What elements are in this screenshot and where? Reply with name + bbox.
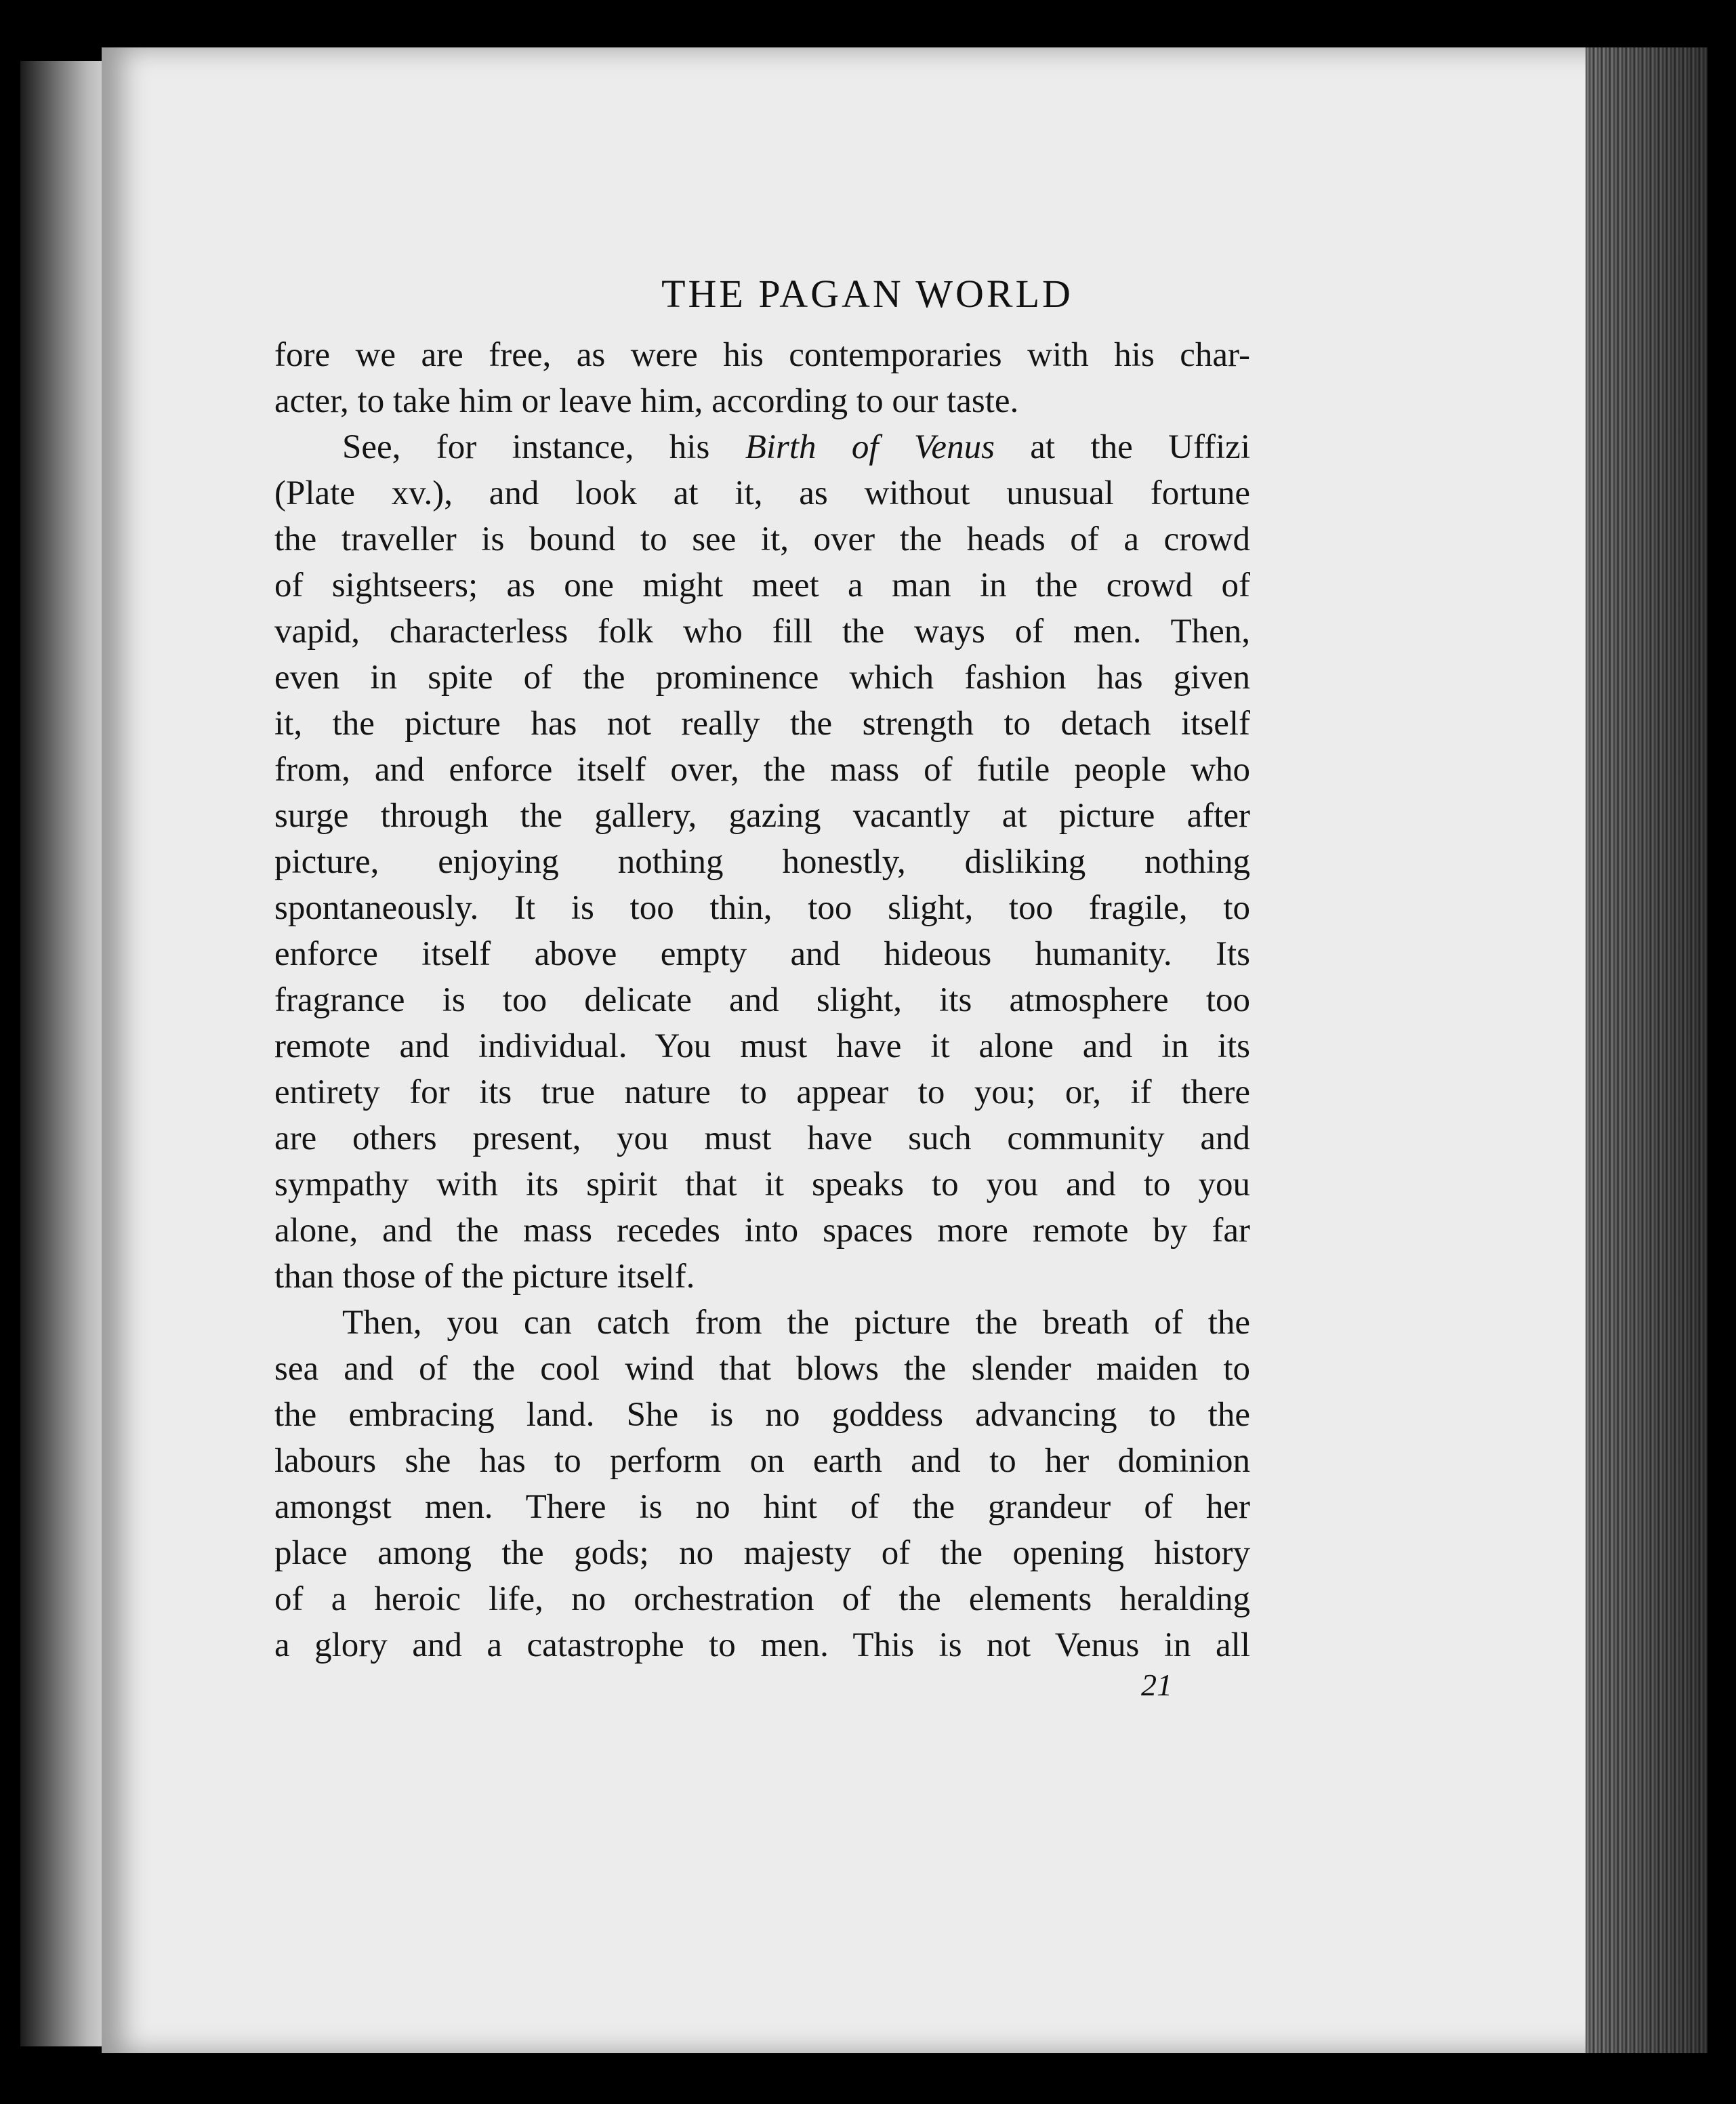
- text-line: [274, 608, 1250, 655]
- text-run: See, for instance, his: [342, 428, 745, 466]
- text-run: remote and individual. You must have it alone and in its: [274, 1027, 1250, 1065]
- text-run: labours she has to perform on earth and to her dominion: [274, 1442, 1250, 1480]
- text-run: enforce itself above empty and hideous humanity. Its: [274, 935, 1250, 973]
- text-line: [274, 1576, 1250, 1622]
- text-run: entirety for its true nature to appear to you; or, if there: [274, 1073, 1250, 1111]
- text-line: [274, 1346, 1250, 1392]
- text-run: the embracing land. She is no goddess advancing to the: [274, 1396, 1250, 1434]
- text-run: alone, and the mass recedes into spaces more remote by far: [274, 1212, 1250, 1250]
- text-line: [274, 1069, 1250, 1115]
- text-line: [274, 1622, 1250, 1668]
- text-run: at the Uffizi: [994, 428, 1250, 466]
- text-run: Then, you can catch from the picture the breath of the: [342, 1304, 1250, 1342]
- text-line: [274, 839, 1250, 885]
- text-run: spontaneously. It is too thin, too slight, too fragile, to: [274, 889, 1250, 927]
- text-run: fragrance is too delicate and slight, its atmosphere too: [274, 981, 1250, 1019]
- text-line: [274, 747, 1250, 793]
- text-run: even in spite of the prominence which fashion has given: [274, 659, 1250, 697]
- text-run: surge through the gallery, gazing vacantly at picture after: [274, 797, 1250, 835]
- text-line: [274, 793, 1250, 839]
- text-run: amongst men. There is no hint of the grandeur of her: [274, 1488, 1250, 1526]
- body-text: [274, 332, 1250, 1668]
- text-run: vapid, characterless folk who fill the ways of men. Then,: [274, 613, 1250, 651]
- text-run: (Plate xv.), and look at it, as without unusual fortune: [274, 474, 1250, 512]
- text-line: [274, 562, 1250, 608]
- text-line: [274, 655, 1250, 701]
- left-page-edge: [20, 61, 115, 2046]
- text-line: [274, 1438, 1250, 1484]
- text-line: [274, 378, 1250, 424]
- text-run: it, the picture has not really the strength to detach itself: [274, 705, 1250, 743]
- italic-title: Birth of Venus: [745, 428, 995, 466]
- text-line: [274, 332, 1250, 378]
- page-number: 21: [1141, 1668, 1172, 1702]
- text-line: [274, 1392, 1250, 1438]
- text-line: [274, 885, 1250, 931]
- text-line: [274, 1300, 1250, 1346]
- text-line: [274, 1161, 1250, 1208]
- text-line: [274, 1023, 1250, 1069]
- text-line: [274, 1484, 1250, 1530]
- fore-edge-shadow: [1586, 47, 1708, 2053]
- text-run: fore we are free, as were his contemporaries with his char-: [274, 336, 1250, 374]
- text-run: picture, enjoying nothing honestly, disliking nothing: [274, 843, 1250, 881]
- text-line: [274, 424, 1250, 470]
- text-line: [274, 1254, 1250, 1300]
- text-run: from, and enforce itself over, the mass of futile people who: [274, 751, 1250, 789]
- text-run: of sightseers; as one might meet a man in the crowd of: [274, 566, 1250, 604]
- text-run: place among the gods; no majesty of the opening history: [274, 1534, 1250, 1572]
- text-line: [274, 931, 1250, 977]
- text-run: the traveller is bound to see it, over the heads of a crowd: [274, 520, 1250, 558]
- text-line: [274, 1115, 1250, 1161]
- text-run: sympathy with its spirit that it speaks to you and to you: [274, 1166, 1250, 1203]
- text-run: a glory and a catastrophe to men. This is not Venus in all: [274, 1626, 1250, 1664]
- running-head: THE PAGAN WORLD: [661, 272, 1073, 316]
- text-line: [274, 701, 1250, 747]
- text-line: [274, 1208, 1250, 1254]
- text-run: acter, to take him or leave him, according to our taste.: [274, 382, 1019, 420]
- text-line: [274, 470, 1250, 516]
- text-line: [274, 516, 1250, 562]
- text-line: [274, 1530, 1250, 1576]
- text-run: than those of the picture itself.: [274, 1258, 695, 1296]
- text-line: [274, 977, 1250, 1023]
- text-run: of a heroic life, no orchestration of the elements heralding: [274, 1580, 1250, 1618]
- text-run: are others present, you must have such community and: [274, 1119, 1250, 1157]
- text-run: sea and of the cool wind that blows the slender maiden to: [274, 1350, 1250, 1388]
